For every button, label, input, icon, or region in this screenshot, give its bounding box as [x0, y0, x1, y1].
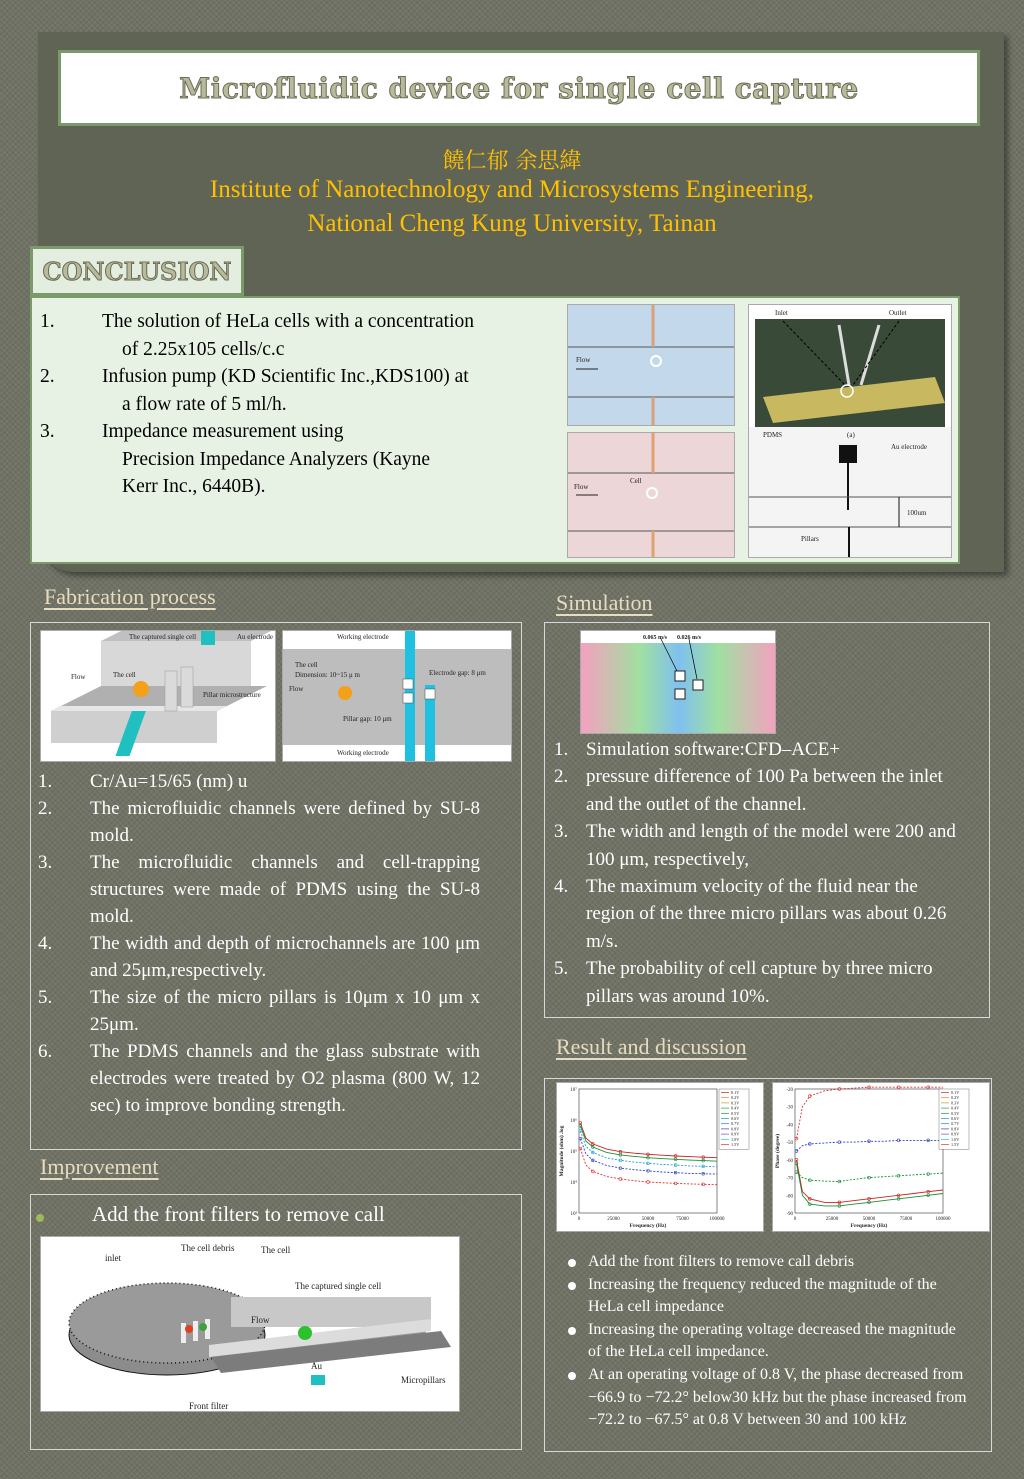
- list-item: [38, 849, 480, 930]
- plot-area: [579, 1089, 717, 1213]
- title-box: [58, 50, 980, 126]
- item-text: Infusion pump (KD Scientific Inc.,KDS100) at: [102, 366, 469, 387]
- simulation-list: [554, 736, 966, 1010]
- conclusion-item: [40, 418, 560, 501]
- y-tick-label: -30: [786, 1105, 793, 1111]
- list-item: [556, 1364, 970, 1432]
- item-text: The maximum velocity of the fluid near the region of the three micro pillars was about 0.26 m/s.: [586, 876, 947, 952]
- item-text: The probability of cell capture by three micro pillars was around 10%.: [586, 958, 933, 1007]
- item-text: The microfluidic channels were defined by SU-8 mold.: [90, 798, 480, 846]
- au-label: Au: [311, 1361, 322, 1371]
- list-item: [38, 930, 480, 984]
- legend-label: 0.4V: [731, 1105, 740, 1111]
- conclusion-item: [40, 363, 560, 418]
- y-axis-label: Magnitude (ohm) .log: [559, 1125, 565, 1177]
- y-tick-label: -20: [786, 1088, 793, 1093]
- legend-label: 0.4V: [951, 1105, 960, 1111]
- poster-title: Microfluidic device for single cell capture: [179, 71, 859, 105]
- item-text: The size of the micro pillars is 10μm x 10 μm x 25μm.: [90, 987, 480, 1035]
- item-number: 1.: [40, 311, 55, 332]
- item-number: 1.: [38, 771, 53, 792]
- y-tick-label: 10³: [570, 1212, 577, 1217]
- conclusion-box: [30, 296, 960, 564]
- list-item: [556, 1319, 970, 1364]
- front-filter-label: Front filter: [189, 1401, 229, 1411]
- item-number: 3.: [38, 852, 53, 873]
- velocity-label-2: 0.026 m/s: [677, 635, 701, 641]
- legend-label: 0.7V: [731, 1121, 740, 1127]
- bullet-icon: [568, 1372, 576, 1380]
- size-label: 100um: [907, 509, 927, 517]
- item-text: pressure difference of 100 Pa between the inlet and the outlet of the channel.: [586, 766, 943, 815]
- improvement-bullet: Add the front filters to remove call: [92, 1202, 385, 1226]
- legend-label: 0.2V: [951, 1095, 960, 1101]
- x-tick-label: 0: [577, 1217, 581, 1222]
- flow-label: Flow: [289, 685, 304, 693]
- item-text: The PDMS channels and the glass substrate with electrodes were treated by O2 plasma (800 W, 12 sec) to improve bonding strength.: [90, 1041, 480, 1116]
- legend-label: 0.5V: [951, 1110, 960, 1116]
- fabrication-list: [38, 768, 480, 1119]
- affiliation-line-1: Institute of Nanotechnology and Microsystems Engineering,: [209, 176, 815, 203]
- x-tick-label: 50000: [641, 1217, 655, 1222]
- conclusion-tab: [30, 246, 244, 296]
- legend-label: 1.0V: [731, 1136, 740, 1142]
- device-photo: [748, 304, 952, 558]
- velocity-label-1: 0.065 m/s: [643, 635, 667, 641]
- item-text: Cr/Au=15/65 (nm) u: [90, 771, 248, 792]
- y-tick-label: -80: [786, 1194, 793, 1200]
- y-tick-label: -60: [786, 1158, 793, 1164]
- phase-chart: [772, 1082, 990, 1232]
- legend-label: 0.3V: [731, 1100, 740, 1106]
- fabrication-figure-3d: [40, 630, 276, 762]
- item-number: 1.: [554, 739, 569, 760]
- improvement-heading: Improvement: [40, 1154, 159, 1179]
- y-tick-label: 10⁴: [570, 1181, 577, 1186]
- x-tick-label: 25000: [825, 1217, 839, 1222]
- x-tick-label: 100000: [709, 1217, 725, 1222]
- item-text: of 2.25x105 cells/c.c: [122, 338, 285, 360]
- bullet-icon: [568, 1327, 576, 1335]
- item-text: The solution of HeLa cells with a concentration: [102, 311, 475, 332]
- cell-label: The cell: [113, 671, 136, 679]
- flow-label: Flow: [574, 483, 589, 491]
- y-axis-label: Phase (degree): [775, 1133, 781, 1169]
- conclusion-heading: CONCLUSION: [42, 256, 232, 286]
- fabrication-heading: Fabrication process: [44, 584, 216, 609]
- conclusion-item: [40, 308, 560, 363]
- dimension-label: Dimension: 10~15 μ m: [295, 671, 360, 679]
- simulation-figure: [580, 630, 776, 734]
- list-item: [556, 1251, 970, 1274]
- micropillars-label: Micropillars: [401, 1375, 446, 1385]
- y-tick-label: 10⁶: [570, 1119, 577, 1124]
- results-heading: Result and discussion: [556, 1034, 747, 1059]
- item-text: a flow rate of 5 ml/h.: [122, 393, 287, 415]
- list-item: [554, 736, 966, 763]
- list-item: [554, 818, 966, 873]
- legend-label: 0.7V: [951, 1121, 960, 1127]
- item-number: 2.: [38, 798, 53, 819]
- bullet-icon: [36, 1214, 44, 1222]
- bullet-icon: [568, 1282, 576, 1290]
- item-text: The microfluidic channels and cell-trapping structures were made of PDMS using the SU-8 mold.: [90, 852, 480, 927]
- cell-label: The cell: [261, 1245, 291, 1255]
- captured-cell-label: The captured single cell: [295, 1281, 382, 1291]
- x-axis-label: Frequency (Hz): [629, 1223, 667, 1229]
- improvement-figure: [40, 1236, 460, 1412]
- item-number: 2.: [40, 366, 55, 387]
- list-item: [38, 1038, 480, 1119]
- figure-a-label: (a): [847, 431, 855, 439]
- item-number: 2.: [554, 766, 569, 788]
- phase-chart-svg: [773, 1083, 990, 1232]
- legend-label: 0.1V: [731, 1090, 740, 1095]
- electrode-gap-label: Electrode gap: 8 μm: [429, 669, 486, 677]
- item-number: 3.: [40, 421, 55, 442]
- legend-label: 1.5V: [951, 1142, 960, 1147]
- item-text: Kerr Inc., 6440B).: [122, 476, 266, 497]
- item-text: Increasing the frequency reduced the magnitude of the HeLa cell impedance: [588, 1275, 937, 1316]
- magnitude-chart-svg: [557, 1083, 764, 1232]
- outlet-label: Outlet: [889, 309, 907, 317]
- item-number: 4.: [38, 933, 53, 954]
- cell-debris-label: The cell debris: [181, 1243, 235, 1253]
- item-number: 4.: [554, 876, 569, 898]
- microscope-photo-top: [567, 304, 735, 426]
- affiliation-line-2: National Cheng Kung University, Tainan: [307, 210, 717, 237]
- item-text: At an operating voltage of 0.8 V, the phase decreased from −66.9 to −72.2° below30 kHz but the phase increased from −72.2 to −67.5° at 0.8 V between 30 and 100 kHz: [588, 1365, 967, 1429]
- legend-label: 1.5V: [731, 1142, 740, 1147]
- legend-label: 0.6V: [731, 1116, 740, 1121]
- inlet-label: Inlet: [775, 309, 788, 317]
- item-number: 6.: [38, 1041, 53, 1062]
- authors: 饒仁郁 余思緯: [442, 149, 582, 174]
- list-item: [554, 873, 966, 955]
- flow-label: Flow: [251, 1315, 270, 1325]
- results-list: [556, 1251, 970, 1432]
- item-number: 5.: [554, 958, 569, 980]
- x-tick-label: 0: [793, 1217, 797, 1222]
- y-tick-label: -50: [786, 1141, 793, 1147]
- fabrication-figure-top: [282, 630, 512, 762]
- captured-cell-label: The captured single cell: [129, 633, 197, 641]
- x-tick-label: 50000: [862, 1217, 876, 1222]
- x-tick-label: 75000: [899, 1217, 913, 1222]
- legend-label: 1.0V: [951, 1136, 960, 1142]
- item-text: Precision Impedance Analyzers (Kayne: [122, 448, 431, 470]
- inlet-label: inlet: [105, 1253, 121, 1263]
- x-axis-label: Frequency (Hz): [850, 1223, 888, 1229]
- pillar-label: Pillar microstructure: [203, 691, 261, 699]
- item-text: The width and depth of microchannels are 100 μm and 25μm,respectively.: [90, 933, 480, 981]
- y-tick-label: 10⁷: [570, 1088, 577, 1093]
- list-item: [554, 763, 966, 818]
- legend-label: 0.8V: [951, 1126, 960, 1132]
- legend-label: 0.6V: [951, 1116, 960, 1121]
- legend-label: 0.9V: [951, 1131, 960, 1137]
- pdms-label: PDMS: [763, 431, 783, 439]
- simulation-heading: Simulation: [556, 590, 653, 615]
- item-text: Increasing the operating voltage decreased the magnitude of the HeLa cell impedance.: [588, 1320, 956, 1361]
- legend-label: 0.2V: [731, 1095, 740, 1101]
- list-item: [38, 795, 480, 849]
- y-tick-label: -70: [786, 1176, 793, 1182]
- x-tick-label: 100000: [935, 1217, 951, 1222]
- au-electrode-label: Au electrode: [237, 633, 273, 641]
- item-text: The width and length of the model were 200 and 100 μm, respectively,: [586, 821, 956, 870]
- item-number: 5.: [38, 987, 53, 1008]
- item-number: 3.: [554, 821, 569, 843]
- item-text: Add the front filters to remove call debris: [588, 1253, 855, 1270]
- flow-label: Flow: [576, 356, 591, 364]
- pillar-gap-label: Pillar gap: 10 μm: [343, 715, 392, 723]
- legend-label: 0.1V: [951, 1090, 960, 1095]
- legend-label: 0.3V: [951, 1100, 960, 1106]
- y-tick-label: -90: [786, 1212, 793, 1217]
- legend-label: 0.9V: [731, 1131, 740, 1137]
- x-tick-label: 25000: [607, 1217, 620, 1222]
- pillars-label: Pillars: [801, 535, 819, 543]
- list-item: [38, 984, 480, 1038]
- legend-label: 0.8V: [731, 1126, 740, 1132]
- plot-area: [795, 1089, 943, 1213]
- cell-label: Cell: [630, 477, 642, 485]
- flow-label: Flow: [71, 673, 86, 681]
- y-tick-label: -40: [786, 1123, 793, 1129]
- item-text: Simulation software:CFD–ACE+: [586, 739, 841, 760]
- x-tick-label: 75000: [676, 1217, 689, 1222]
- au-electrode-label: Au electrode: [891, 443, 927, 451]
- list-item: [556, 1274, 970, 1319]
- magnitude-chart: [556, 1082, 764, 1232]
- microscope-photo-bottom: [567, 432, 735, 558]
- conclusion-list: [40, 308, 560, 501]
- item-text: Impedance measurement using: [102, 421, 344, 442]
- cell-label: The cell: [295, 661, 318, 669]
- bullet-icon: [568, 1259, 576, 1267]
- working-electrode-top-label: Working electrode: [337, 633, 389, 641]
- working-electrode-bottom-label: Working electrode: [337, 749, 389, 757]
- list-item: [554, 955, 966, 1010]
- y-tick-label: 10⁵: [570, 1150, 577, 1155]
- legend-label: 0.5V: [731, 1110, 740, 1116]
- list-item: [38, 768, 480, 795]
